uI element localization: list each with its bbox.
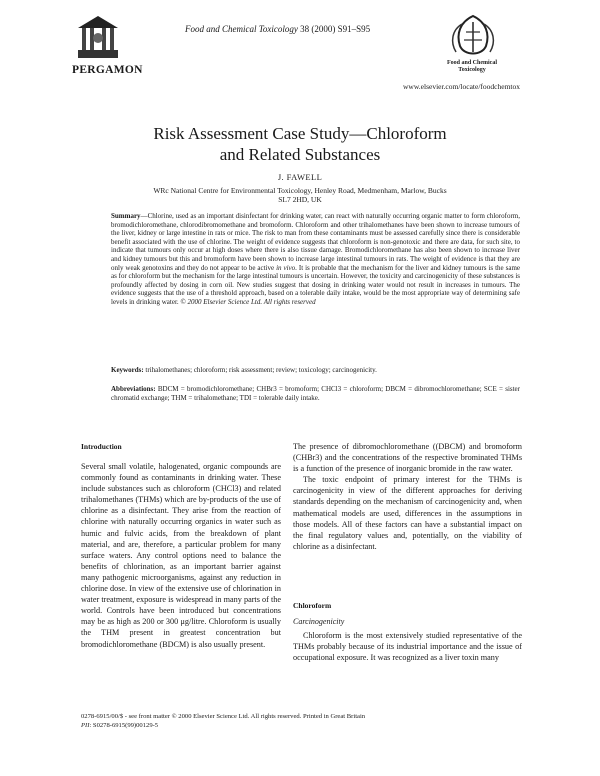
affiliation [70,186,530,204]
summary-in-vivo: in vivo [276,263,296,272]
intro-paragraph [81,461,281,650]
affiliation-line-2: SL7 2HD, UK [278,195,322,204]
journal-citation [185,24,433,34]
pii-value: : S0278-6915(99)00129-5 [89,721,159,729]
abbreviations-text: BDCM = bromodichloromethane; CHBr3 = bromoform; CHCl3 = chloroform; DBCM = dibromochloromethane; SCE = sister chromatid exchange; THM = trihalomethane; TDI = tolerable daily intake. [111,385,520,402]
keywords [111,366,520,375]
footer-pii [81,722,521,731]
journal-issue: 38 (2000) S91–S95 [297,24,371,34]
chloroform-heading [293,600,522,611]
title-line-1: Risk Assessment Case Study—Chloroform [153,124,447,143]
journal-url[interactable]: www.elsevier.com/locate/foodchemtox [403,82,520,91]
intro-heading [81,441,281,452]
right-paragraph-1: The presence of dibromochloromethane ((DBCM) and bromoform (CHBr3) and the concentrations of the respective brominated THMs is a function of the presence of inorganic bromide in the raw water. [293,442,522,474]
chloroform-paragraph [293,630,522,663]
pii-label: PII [81,721,90,729]
title-line-2: and Related Substances [219,145,381,164]
abbreviations [111,385,520,403]
chloroform-text: Chloroform is the most extensively studied representative of the THMs probably because of its industrial importance and the issue of occupational exposure. It was recognized as a liver toxin many [293,631,522,663]
article-title [60,123,540,165]
summary-copyright: © 2000 Elsevier Science Ltd. All rights reserved [180,297,316,306]
keywords-text: trihalomethanes; chloroform; risk assessment; review; toxicology; carcinogenicity. [143,366,377,374]
affiliation-line-1: WRc National Centre for Environmental Toxicology, Henley Road, Medmenham, Marlow, Bucks [153,186,447,195]
right-paragraph-2: The toxic endpoint of primary interest for the THMs is carcinogenicity in view of the different approaches for deriving standards depending on the mechanism of carcinogenicity and, when mathematical models are used, differences in the assumptions in those models. All of these factors can have a substantial impact on the final regulatory values and, potentially, on the viability of chlorine as a disinfectant. [293,475,522,551]
summary-text: —Chlorine, used as an important disinfectant for drinking water, can react with naturally occurring organic matter to form chloroform, bromodichloromethane, chlorodibromomethane and bromoform. Chloroform and other trihalomethanes have been shown to increase tumours of the liver, kidney or large intestine in rats or mice. The risk to man from these contaminants must be assessed carefully since there is considerable benefit associated with the use of chlorine. The weight of evidence suggests that chloroform is non-genotoxic and there are data, for such site, to indicate that tumours only occur at high doses where there is also tissue damage. Bromodichloromethane has also been shown to increase liver and kidney tumours but this and bromoform have been shown to increase large intestinal tumours in rats. The weight of evidence is that they are only weak genotoxins and they do not appear to be active [111,212,520,272]
footer-copyright: 0278-6915/00/$ - see front matter © 2000 Elsevier Science Ltd. All rights reserved. Printed in Great Britain [81,713,366,720]
carcinogenicity-subheading-text: Carcinogenicity [293,617,345,626]
intro-text: Several small volatile, halogenated, organic compounds are commonly found as contaminants in drinking water. These include substances such as chloroform (CHCl3) and related trihalomethanes (THMs) which are by-products of the use of chlorine as a disinfectant. They arise from the reaction of chlorine with naturally occurring organics in water such as humic and fulvic acids, from the breakdown of plant material, and are, therefore, a particular problem for many surface waters. Any control options need to balance the benefits of chlorination, as an important barrier against many pathogenic microorganisms, against any reduction in chlorine dose. In view of the extensive use of chlorination in water treatment, exposure is widespread in many parts of the world. Controls have been introduced but concentrations may be as high as 200 or 300 μg/litre. Chloroform is usually the THM present in greatest concentration but bromodichloromethane (BDCM) is also usually present. [81,462,281,649]
keywords-label: Keywords: [111,366,144,374]
footer [81,713,521,730]
chloroform-heading-text: Chloroform [293,601,332,610]
journal-name: Food and Chemical Toxicology [185,24,298,34]
abbreviations-label: Abbreviations: [111,385,156,393]
summary [111,212,520,307]
journal-logo-text: Food and Chemical Toxicology [446,60,497,73]
summary-text-2: . It is probable that the mechanism for the liver and kidney tumours is the same as for chloroform but the mechanism for the large intestinal tumours is uncertain. However, the toxicity and carcinogenicity of these substances is profoundly affected by dosing in corn oil. New studies suggest that dosing in drinking water would not result in increases in tumours. The evidence suggests that the use of a threshold approach, based on a tolerable daily intake, would be the most appropriate way of determining safe levels in drinking water. [111,263,520,306]
carcinogenicity-subheading [293,616,522,627]
right-column [293,441,522,552]
pergamon-logo-icon [76,14,120,60]
summary-label: Summary [111,212,141,220]
author-name: J. FAWELL [277,172,323,182]
intro-heading-text: Introduction [81,442,122,451]
publisher-name: PERGAMON [72,64,143,76]
